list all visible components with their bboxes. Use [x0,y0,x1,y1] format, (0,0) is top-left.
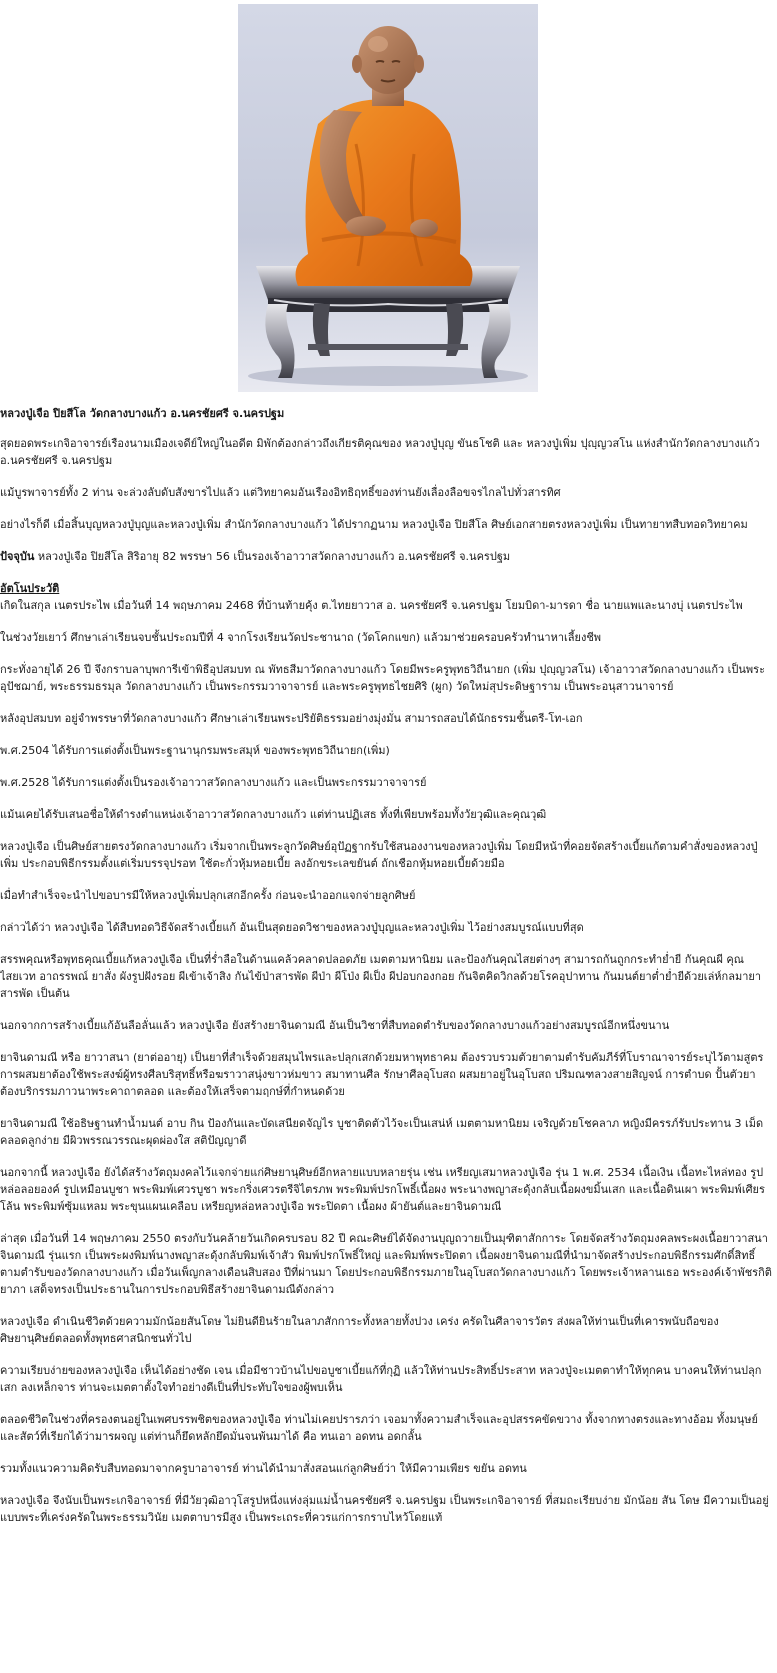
current-label: ปัจจุบัน [0,550,35,563]
paragraph: อย่างไรก็ดี เมื่อสิ้นบุญหลวงปู่บุญและหลวงปู่เพิ่ม สำนักวัดกลางบางแก้ว ได้ปรากฏนาม หลวงปู่เจือ ปิยสีโล ศิษย์เอกสายตรงหลวงปู่เพิ่ม เป็นทายาทสืบทอดวิทยาคม [0,518,748,531]
paragraph: สุดยอดพระเกจิอาจารย์เรืองนามเมืองเจดีย์ใหญ่ในอดีต มิพักต้องกล่าวถึงเกียรติคุณของ หลวงปู่บุญ ขันธโชติ และ หลวงปู่เพิ่ม ปุญฺญวสโน แห่งสำนักวัดกลางบางแก้ว อ.นครชัยศรี จ.นครปฐม [0,437,760,467]
paragraph: หลวงปู่เจือ เป็นศิษย์สายตรงวัดกลางบางแก้ว เริ่มจากเป็นพระลูกวัดศิษย์อุปัฏฐากรับใช้สนองงานของหลวงปู่เพิ่ม โดยมีหน้าที่คอยจัดสร้างเบี้ยแก้ตามคำสั่งของหลวงปู่เพิ่ม ประกอบพิธีกรรมตั้งแต่เริ่มบรรจุปรอท ใช้ตะกั่วหุ้มหอยเบี้ย ลงอักขระเลขยันต์ ถักเชือกหุ้มหอยเบี้ยด้วยมือ [0,840,758,870]
paragraph: ล่าสุด เมื่อวันที่ 14 พฤษภาคม 2550 ตรงกับวันคล้ายวันเกิดครบรอบ 82 ปี คณะศิษย์ได้จัดงานบุญถวายเป็นมุฑิตาสักการะ โดยจัดสร้างวัตถุมงคลพระผงเนื้อยาวาสนาจินดามณี รุ่นแรก เป็นพระผงพิมพ์นางพญาสะดุ้งกลับพิมพ์เจ้าสัว พิมพ์ปรกโพธิ์ใหญ่ และพิมพ์พระปิดตา เนื้อผงยาจินดามณีที่นำมาจัดสร้างประกอบพิธีกรรมศักดิ์สิทธิ์ตามตำรับของวัดกลางบางแก้ว เมื่อวันเพ็ญกลางเดือนสิบสอง ปีที่ผ่านมา โดยประกอบพิธีกรรมภายในอุโบสถวัดกลางบางแก้ว โดยพระเจ้าหลานเธอ พระองค์เจ้าพัชรกิติยาภา เสด็จทรงเป็นประธานในการประกอบพิธีสร้างยาจินดามณีดังกล่าว [0,1232,772,1296]
paragraph: พ.ศ.2528 ได้รับการแต่งตั้งเป็นรองเจ้าอาวาสวัดกลางบางแก้ว และเป็นพระกรรมวาจาจารย์ [0,776,427,789]
paragraph: หลวงปู่เจือ ดำเนินชีวิตด้วยความมักน้อยสันโดษ ไม่ยินดียินร้ายในลาภสักการะทั้งหลายทั้งปวง เคร่ง ครัดในศีลาจารวัตร ส่งผลให้ท่านเป็นที่เคารพนับถือของศิษยานุศิษย์ตลอดทั้งพุทธศาสนิกชนทั่วไป [0,1315,719,1345]
paragraph: นอกจากการสร้างเบี้ยแก้อันลือลั่นแล้ว หลวงปู่เจือ ยังสร้างยาจินดามณี อันเป็นวิชาที่สืบทอดตำรับของวัดกลางบางแก้วอย่างสมบูรณ์อีกหนึ่งขนาน [0,1019,670,1032]
biography-paragraph [0,580,772,614]
paragraph: ยาจินดามณี หรือ ยาวาสนา (ยาต่ออายุ) เป็นยาที่สำเร็จด้วยสมุนไพรและปลุกเสกด้วยมหาพุทธาคม ต้องรวบรวมตัวยาตามตำรับคัมภีร์ที่โบราณาจารย์ระบุไว้ตามสูตร การผสมยาต้องใช้พระสงฆ์ผู้ทรงศีลบริสุทธิ์หรือฆราวาสนุ่งขาวห่มขาว สมาทานศีล รักษาศีลอุโบสถ ผสมยาอยู่ในอุโบสถ ปริมณฑลวงสายสิญจน์ การตำบด ปั้นตัวยา ต้องบริกรรมภาวนาพระคาถาตลอด และต้องให้เสร็จตามฤกษ์ที่กำหนดด้วย [0,1051,764,1098]
article-body [0,405,772,1541]
paragraph: แม้นเคยได้รับเสนอชื่อให้ดำรงตำแหน่งเจ้าอาวาสวัดกลางบางแก้ว แต่ท่านปฏิเสธ ทั้งที่เพียบพร้อมทั้งวัยวุฒิและคุณวุฒิ [0,808,547,821]
biography-text: เกิดในสกุล เนตรประไพ เมื่อวันที่ 14 พฤษภาคม 2468 ที่บ้านท้ายคุ้ง ต.ไทยยาวาส อ. นครชัยศรี จ.นครปฐม โยมบิดา-มารดา ชื่อ นายแพและนางบุ่ เนตรประไพ [0,599,743,612]
paragraph: ความเรียบง่ายของหลวงปู่เจือ เห็นได้อย่างชัด เจน เมื่อมีชาวบ้านไปขอบูชาเบี้ยแก้ที่กุฏิ แล้วให้ท่านประสิทธิ์ประสาท หลวงปู่จะเมตตาทำให้ทุกคน บางคนให้ท่านปลุกเสก ลงเหล็กจาร ท่านจะเมตตาตั้งใจทำอย่างดีเป็นที่ประทับใจของผู้พบเห็น [0,1364,762,1394]
paragraph: หลังอุปสมบท อยู่จำพรรษาที่วัดกลางบางแก้ว ศึกษาเล่าเรียนพระปริยัติธรรมอย่างมุ่งมั่น สามารถสอบได้นักธรรมชั้นตรี-โท-เอก [0,712,583,725]
paragraph: สรรพคุณหรือพุทธคุณเบี้ยแก้หลวงปู่เจือ เป็นที่ร่ำลือในด้านแคล้วคลาดปลอดภัย เมตตามหานิยม และป้องกันคุณไสยต่างๆ สามารถกันถูกกระทำย่ำยี กันคุณผี คุณไสยเวท อาถรรพณ์ ยาสั่ง ผังรูปฝังรอย ผีเข้าเจ้าสิง กันไข้ป่าสารพัด ผีป่า ผีโป่ง ผีเป็ง ผีปอบกองกอย กันจิตคิดวิกลด้วยโรคอุปาทาน กันมนต์ยาต่ำย่ำยีด้วยเล่ห์กลมายาสารพัด เป็นต้น [0,953,762,1000]
article-title: หลวงปู่เจือ ปิยสีโล วัดกลางบางแก้ว อ.นครชัยศรี จ.นครปฐม [0,407,285,420]
paragraph: ตลอดชีวิตในช่วงที่ครองตนอยู่ในเพศบรรพชิตของหลวงปู่เจือ ท่านไม่เคยปรารภว่า เจอมาทั้งความสำเร็จและอุปสรรคขัดขวาง ทั้งจากทางตรงและทางอ้อม ทั้งมนุษย์และสัตว์ที่เรียกได้ว่ามารผจญ แต่ท่านก็ยึดหลักยึดมั่นจนพ้นมาได้ คือ ทนเอา อดทน อดกลั้น [0,1413,758,1443]
paragraph: ในช่วงวัยเยาว์ ศึกษาเล่าเรียนจบชั้นประถมปีที่ 4 จากโรงเรียนวัดประชานาถ (วัดโคกแขก) แล้วมาช่วยครอบครัวทำนาหาเลี้ยงชีพ [0,631,602,644]
paragraph: แม้บูรพาจารย์ทั้ง 2 ท่าน จะล่วงลับดับสังขารไปแล้ว แต่วิทยาคมอันเรืองอิทธิฤทธิ์ของท่านยังเลื่องลือขจรไกลไปทั่วสารทิศ [0,486,561,499]
paragraph: หลวงปู่เจือ จึงนับเป็นพระเกจิอาจารย์ ที่มีวัยวุฒิอาวุโสรูปหนึ่งแห่งลุ่มแม่น้ำนครชัยศรี จ.นครปฐม เป็นพระเกจิอาจารย์ ที่สมถะเรียบง่าย มักน้อย สัน โดษ มีความเป็นอยู่แบบพระที่เคร่งครัดในพระธรรมวินัย เมตตาบารมีสูง เป็นพระเถระที่ควรแก่การกราบไหว้โดยแท้ [0,1494,769,1524]
paragraph: รวมทั้งแนวความคิดรับสืบทอดมาจากครูบาอาจารย์ ท่านได้นำมาสั่งสอนแก่ลูกศิษย์ว่า ให้มีความเพียร ขยัน อดทน [0,1462,527,1475]
paragraph: กล่าวได้ว่า หลวงปู่เจือ ได้สืบทอดวิธีจัดสร้างเบี้ยแก้ อันเป็นสุดยอดวิชาของหลวงปู่บุญและหลวงปู่เพิ่ม ไว้อย่างสมบูรณ์แบบที่สุด [0,921,584,934]
paragraph-current-status [0,548,772,565]
section-heading: อัตโนประวัติ [0,582,60,595]
current-text: หลวงปู่เจือ ปิยสีโล สิริอายุ 82 พรรษา 56 เป็นรองเจ้าอาวาสวัดกลางบางแก้ว อ.นครชัยศรี จ.นครปฐม [34,550,511,563]
paragraph: นอกจากนี้ หลวงปู่เจือ ยังได้สร้างวัตถุมงคลไว้แจกจ่ายแก่ศิษยานุศิษย์อีกหลายแบบหลายรุ่น เช่น เหรียญเสมาหลวงปู่เจือ รุ่น 1 พ.ศ. 2534 เนื้อเงิน เนื้อทะไหล่ทอง รูปหล่อลอยองค์ รูปเหมือนบูชา พระพิมพ์เศวรบูชา พระกริ่งเศวรตรีจิไตรภพ พระพิมพ์ปรกโพธิ์เนื้อผง พระนางพญาสะดุ้งกลับเนื้อผงขมิ้นเสก และเนื้อดินเผา พระพิมพ์เศียรโล้น พระพิมพ์ซุ้มแหลม พระขุนแผนเคลือบ เหรียญหล่อหลวงปู่เจือ พระปิดตา เนื้อผง ผ้ายันต์และยาจินดามณี [0,1166,765,1213]
paragraph: กระทั่งอายุได้ 26 ปี จึงกราบลาบุพการีเข้าพิธีอุปสมบท ณ พัทธสีมาวัดกลางบางแก้ว โดยมีพระครูพุทธวิถีนายก (เพิ่ม ปุญฺญวสโน) เจ้าอาวาสวัดกลางบางแก้ว เป็นพระอุปัชฌาย์, พระธรรมธรมุล วัดกลางบางแก้ว เป็นพระกรรมวาจาจารย์ และพระครูพุทธไชยศิริ (ผูก) วัดใหม่สุประดิษฐาราม เป็นพระอนุสาวนาจารย์ [0,663,765,693]
paragraph: เมื่อทำสำเร็จจะนำไปขอบารมีให้หลวงปู่เพิ่มปลุกเสกอีกครั้ง ก่อนจะนำออกแจกจ่ายลูกศิษย์ [0,889,416,902]
monk-portrait-image [238,4,538,392]
paragraph: พ.ศ.2504 ได้รับการแต่งตั้งเป็นพระฐานานุกรมพระสมุห์ ของพระพุทธวิถีนายก(เพิ่ม) [0,744,390,757]
paragraph: ยาจินดามณี ใช้อธิษฐานทำน้ำมนต์ อาบ กิน ป้องกันและบัดเสนียดจัญไร บูชาติดตัวไว้จะเป็นเสน่ห์ เมตตามหานิยม เจริญด้วยโชคลาภ หญิงมีครรภ์รับประทาน 3 เม็ดคลอดลูกง่าย มีผิวพรรณวรรณะผุดผ่องใส สติปัญญาดี [0,1117,764,1147]
